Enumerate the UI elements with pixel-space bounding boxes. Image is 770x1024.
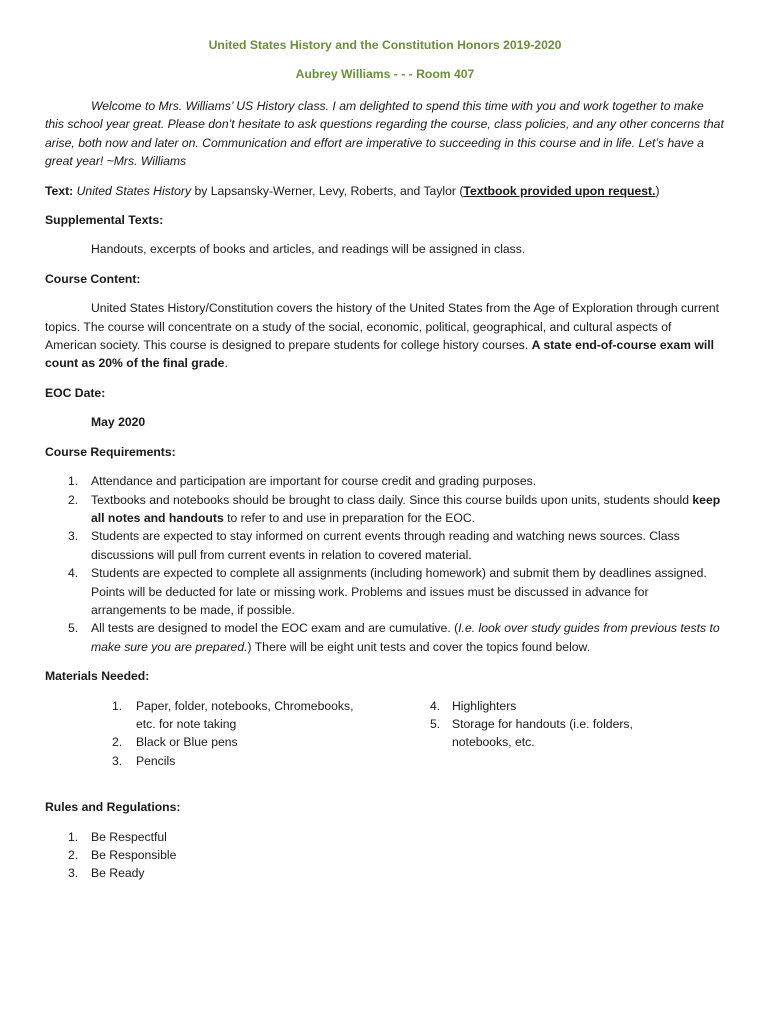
materials-list-right: [430, 697, 725, 752]
list-item-text: ) There will be eight unit tests and cover the topics found below.: [247, 639, 591, 654]
list-number: 3.: [112, 753, 123, 768]
list-item-text: Storage for handouts (i.e. folders, notebooks, etc.: [452, 716, 633, 750]
list-item: [45, 733, 366, 751]
list-item-text: to refer to and use in preparation for the EOC.: [223, 510, 476, 525]
document-title: United States History and the Constitution Honors 2019-2020: [208, 38, 562, 52]
list-item: [45, 828, 725, 846]
list-item: [430, 715, 652, 752]
course-content-text: United States History/Constitution covers the history of the United States from the Age of Exploration through current topics. The course will concentrate on a study of the social, economic, political, geographical, and cultural aspects of American society. This course is designed to prepare students for college history courses.: [45, 301, 719, 353]
requirements-list: [45, 472, 725, 656]
list-item: [45, 752, 366, 770]
list-item-bold: keep all notes and handouts: [91, 492, 721, 525]
course-content-end: .: [224, 356, 228, 371]
list-item: [45, 491, 725, 528]
list-number: 2.: [68, 492, 79, 507]
document-subtitle: Aubrey Williams - - - Room 407: [295, 67, 475, 81]
list-item-text: Students are expected to complete all assignments (including homework) and submit them by deadlines assigned. Points will be deducted for late or missing work. Problems and issues must be discussed in advance for arrangements to be made, if possible.: [91, 566, 707, 617]
list-item: [45, 472, 725, 490]
list-item-text: Textbooks and notebooks should be brought to class daily. Since this course builds upon units, students should: [91, 492, 693, 507]
list-item-text: Paper, folder, notebooks, Chromebooks, etc. for note taking: [136, 698, 354, 731]
list-number: 3.: [68, 866, 79, 881]
document-page: [45, 36, 725, 883]
list-item-text: Students are expected to stay informed on current events through reading and watching news sources. Class discussions will pull from current events in relation to covered material.: [91, 529, 680, 562]
list-item-text: All tests are designed to model the EOC exam and are cumulative. (: [91, 621, 459, 636]
list-item: [430, 697, 652, 715]
list-item: [45, 864, 725, 882]
rules-list: [45, 828, 725, 883]
list-item-text: Be Responsible: [91, 848, 177, 862]
list-item: [45, 527, 725, 564]
list-number: 3.: [68, 529, 79, 544]
rules-heading: Rules and Regulations:: [45, 800, 181, 815]
list-number: 1.: [68, 829, 79, 844]
welcome-paragraph: Welcome to Mrs. Williams’ US History class. I am delighted to spend this time with you and work together to make this school year great. Please don’t hesitate to ask questions regarding the course, class policies, and any other concerns that arise, both now and later on. Communication and effort are imperative to succeeding in this course and in life. Let’s have a great year! ~Mrs. Williams: [45, 99, 724, 169]
list-item-text: Be Respectful: [91, 829, 167, 844]
list-item-italic: I.e. look over study guides from previous tests to make sure you are prepared.: [91, 621, 720, 654]
list-item-text: Black or Blue pens: [136, 735, 238, 750]
course-content-body: [45, 299, 725, 373]
materials-heading: Materials Needed:: [45, 669, 150, 684]
materials-lists: [45, 697, 725, 771]
supplemental-body: Handouts, excerpts of books and articles, and readings will be assigned in class.: [91, 242, 526, 257]
list-number: 4.: [430, 698, 441, 713]
list-item: [45, 846, 725, 864]
course-content-heading: Course Content:: [45, 271, 141, 286]
textbook-authors: by Lapsansky-Werner, Levy, Roberts, and Taylor (: [191, 183, 464, 198]
eoc-heading: EOC Date:: [45, 385, 106, 400]
list-item-text: Be Ready: [91, 866, 145, 881]
list-number: 1.: [112, 698, 123, 713]
materials-list-left: [45, 697, 430, 771]
list-number: 2.: [68, 848, 79, 862]
textbook-line: [45, 182, 725, 200]
textbook-close: ): [655, 183, 660, 198]
materials-left-column: [45, 697, 430, 771]
list-number: 4.: [68, 566, 79, 581]
list-item-text: Highlighters: [452, 698, 517, 713]
list-item: [45, 619, 725, 656]
eoc-date: May 2020: [91, 415, 146, 430]
materials-right-column: [430, 697, 725, 771]
list-item: [45, 697, 366, 734]
list-number: 5.: [68, 621, 79, 636]
list-number: 1.: [68, 474, 79, 489]
list-number: 2.: [112, 735, 123, 750]
textbook-provided: Textbook provided upon request.: [463, 183, 656, 198]
list-item: [45, 564, 725, 619]
list-item-text: Attendance and participation are important for course credit and grading purposes.: [91, 474, 537, 489]
list-item-text: Pencils: [136, 753, 176, 768]
supplemental-heading: Supplemental Texts:: [45, 213, 164, 228]
list-number: 5.: [430, 716, 441, 731]
text-label: Text:: [45, 183, 74, 198]
requirements-heading: Course Requirements:: [45, 444, 176, 459]
course-content-bold: A state end-of-course exam will count as 20% of the final grade: [45, 338, 715, 371]
textbook-title: United States History: [76, 183, 192, 198]
